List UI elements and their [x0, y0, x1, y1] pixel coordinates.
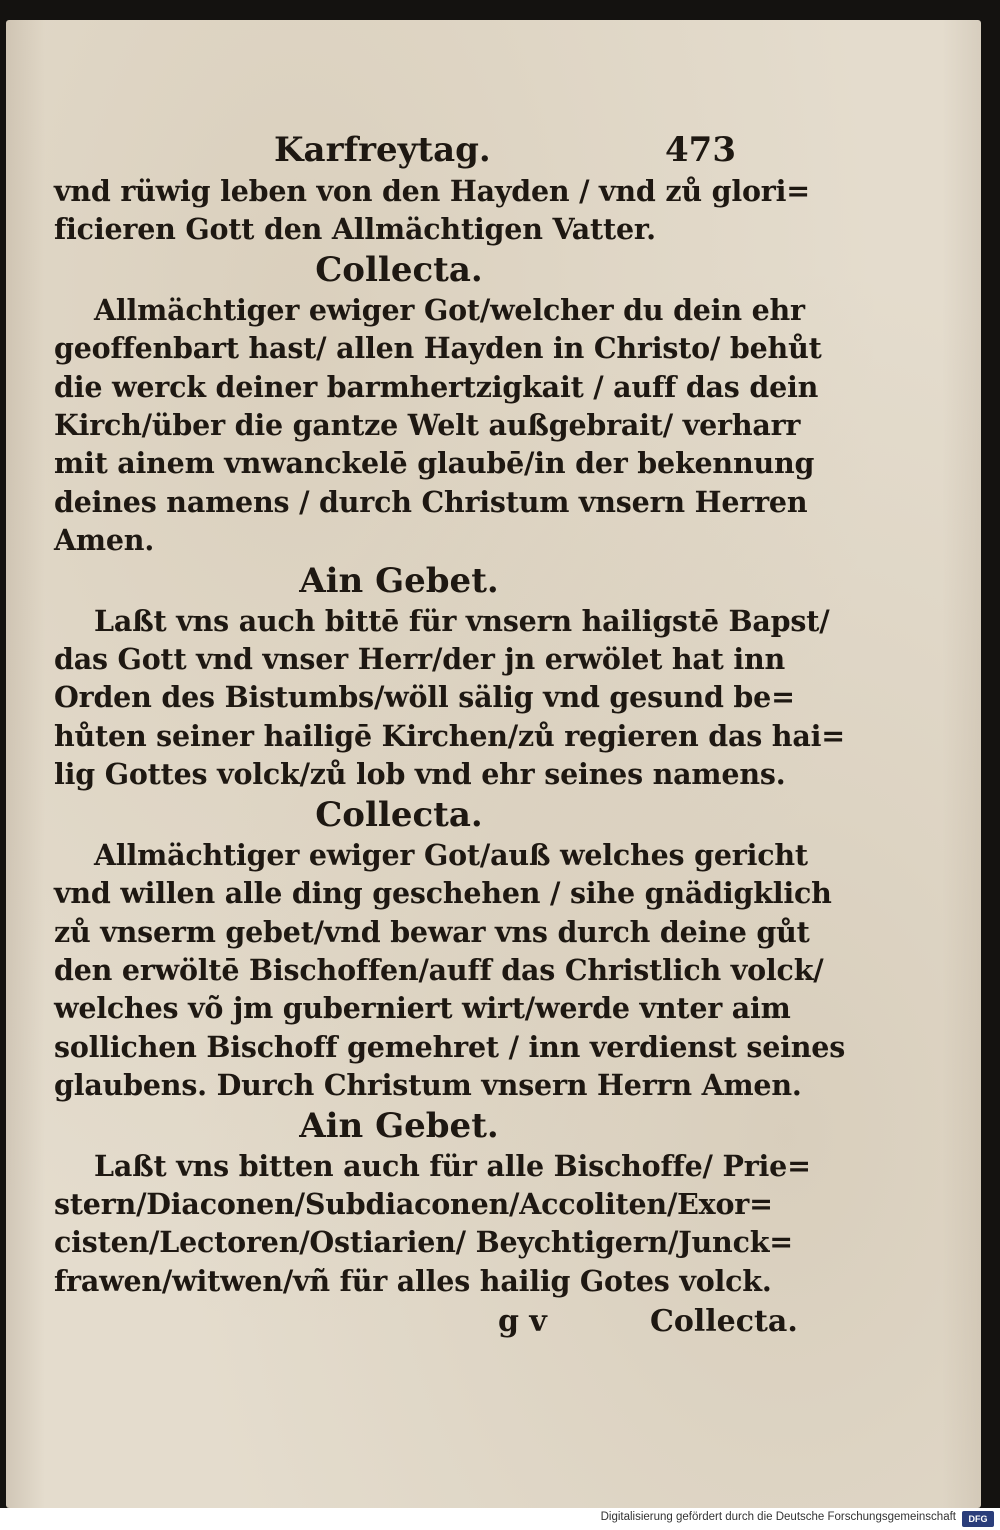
text-block: [54, 128, 846, 1342]
section-heading-gebet: Ain Gebet.: [299, 560, 499, 601]
signature-mark: g v: [498, 1304, 547, 1340]
running-head: [54, 128, 784, 172]
funding-notice: Digitalisierung gefördert durch die Deutsche Forschungsgemeinschaft: [600, 1511, 956, 1523]
running-title: Karfreytag.: [274, 130, 491, 170]
text-line: welches võ jm guberniert wirt/werde vnter aim: [54, 991, 791, 1026]
catchword: Collecta.: [650, 1304, 798, 1340]
text-line: lig Gottes volck/zů lob vnd ehr seines namens.: [54, 757, 786, 792]
page-number: 473: [665, 130, 736, 170]
text-line: Allmächtiger ewiger Got/auß welches gericht: [94, 837, 808, 872]
section-heading-gebet: Ain Gebet.: [299, 1105, 499, 1146]
funding-bar: [0, 1508, 1000, 1530]
text-line: cisten/Lectoren/Ostiarien/ Beychtigern/Junck=: [54, 1225, 793, 1260]
text-line: Laßt vns bitten auch für alle Bischoffe/ Prie=: [94, 1148, 811, 1183]
text-line: hůten seiner hailigē Kirchen/zů regieren das hai=: [54, 718, 845, 753]
text-line: stern/Diaconen/Subdiaconen/Accoliten/Exor=: [54, 1186, 773, 1221]
text-line: Laßt vns auch bittē für vnsern hailigstē Bapst/: [94, 603, 830, 638]
text-line: Amen.: [54, 523, 155, 558]
text-line: sollichen Bischoff gemehret / inn verdienst seines: [54, 1029, 846, 1064]
text-line: geoffenbart hast/ allen Hayden in Christo/ behůt: [54, 331, 822, 366]
text-line: die werck deiner barmhertzigkait / auff das dein: [54, 369, 819, 404]
text-line: mit ainem vnwanckelē glaubē/in der bekennung: [54, 446, 815, 481]
text-line: das Gott vnd vnser Herr/der jn erwölet hat inn: [54, 642, 786, 677]
text-line: zů vnserm gebet/vnd bewar vns durch deine gůt: [54, 914, 810, 949]
text-line: Orden des Bistumbs/wöll sälig vnd gesund be=: [54, 680, 795, 715]
text-line: den erwöltē Bischoffen/auff das Christlich volck/: [54, 952, 824, 987]
text-line: Allmächtiger ewiger Got/welcher du dein ehr: [94, 292, 805, 327]
book-page: [6, 20, 981, 1508]
text-line: frawen/witwen/vñ für alles hailig Gotes volck.: [54, 1263, 772, 1298]
page-footer: [54, 1302, 798, 1342]
text-line: ficieren Gott den Allmächtigen Vatter.: [54, 212, 656, 247]
text-line: deines namens / durch Christum vnsern Herren: [54, 484, 808, 519]
section-heading-collecta: Collecta.: [315, 794, 483, 835]
text-line: vnd rüwig leben von den Hayden / vnd zů glori=: [54, 174, 810, 208]
text-line: vnd willen alle ding geschehen / sihe gnädigklich: [54, 876, 832, 911]
dfg-logo-icon: DFG: [962, 1511, 994, 1527]
text-line: Kirch/über die gantze Welt außgebrait/ verharr: [54, 408, 801, 443]
section-heading-collecta: Collecta.: [315, 249, 483, 290]
text-line: glaubens. Durch Christum vnsern Herrn Amen.: [54, 1068, 802, 1103]
